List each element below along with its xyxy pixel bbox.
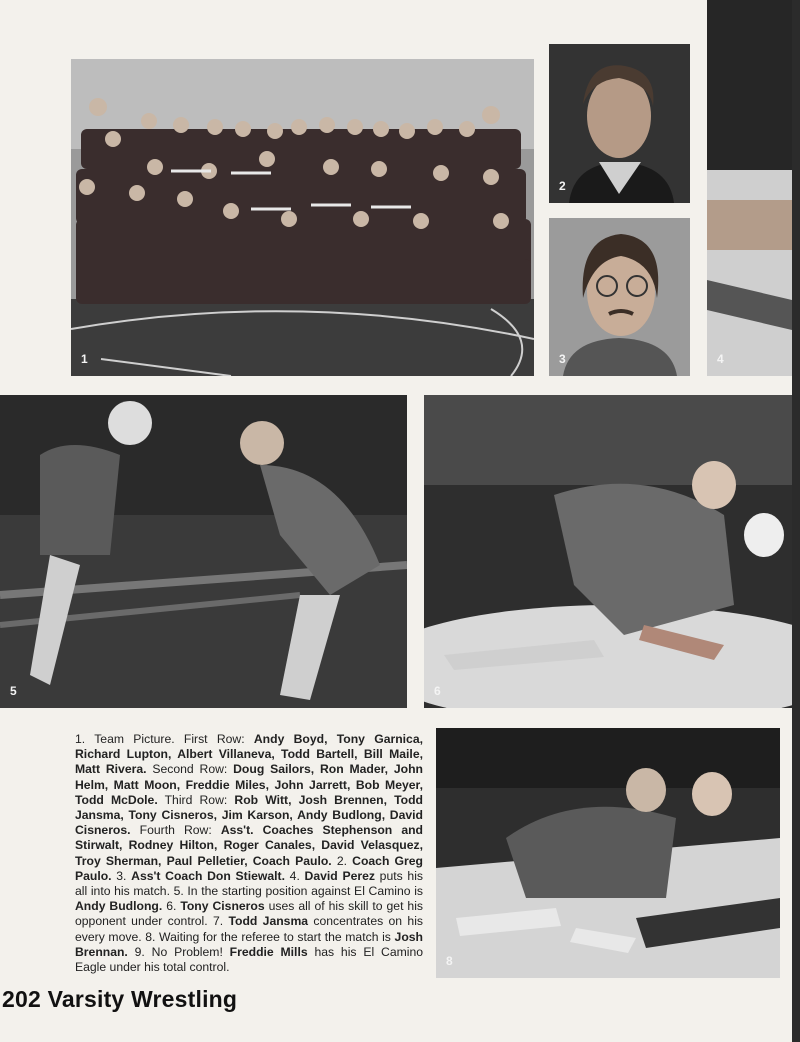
photo-number: 4 [717, 352, 724, 366]
assistant-coach-portrait-photo [549, 218, 690, 376]
caption-text-run: puts his all into his match. 5. In the starting position against El Camino is [75, 868, 423, 899]
wrestling-starting-position-image [0, 395, 407, 708]
photo-number: 8 [446, 954, 453, 968]
caption-text-run: 2. [331, 853, 353, 868]
team-photo [71, 59, 534, 376]
page-edge [792, 0, 800, 1042]
caption-text-run: 1. Team Picture. First Row: [75, 732, 254, 746]
caption-name-run: Andy Budlong. [75, 899, 163, 914]
caption-name-run: Tony Cisneros [180, 899, 265, 914]
wrestling-control-image [424, 395, 796, 708]
wrestling-referee-photo [436, 728, 780, 978]
caption-text-run: 3. [111, 868, 132, 883]
wrestling-starting-position-photo [0, 395, 407, 708]
caption-name-run: Freddie Mills [229, 944, 308, 959]
caption-text-run: 9. No Problem! [127, 944, 230, 959]
caption-text-run: 4. [284, 868, 305, 883]
wrestling-control-photo [424, 395, 796, 708]
photo-number: 2 [559, 179, 566, 193]
wrestling-action-photo-4 [707, 0, 792, 376]
caption-text-run: Second Row: [146, 762, 234, 777]
wrestling-referee-image [436, 728, 780, 978]
caption-name-run: Josh Brennan. [75, 929, 423, 959]
photo-caption [75, 732, 423, 975]
caption-text-run: 6. [162, 899, 181, 914]
photo-number: 5 [10, 684, 17, 698]
coach-portrait-image [549, 44, 690, 203]
caption-text-run: Third Row: [157, 792, 235, 807]
wrestling-action-image-4 [707, 0, 792, 376]
caption-name-run: Rob Witt, Josh Brennen, Todd Jansma, Tony Cisneros, Jim Karson, Andy Budlong, David Cisneros. [75, 792, 423, 838]
photo-number: 6 [434, 684, 441, 698]
section-title: Varsity Wrestling [47, 986, 238, 1012]
assistant-coach-portrait-image [549, 218, 690, 376]
caption-text-run: has his El Camino Eagle under his total control. [75, 944, 424, 975]
coach-portrait-photo [549, 44, 690, 203]
caption-name-run: Todd Jansma [228, 914, 309, 929]
caption-text-run: Fourth Row: [130, 823, 221, 838]
page-footer [2, 986, 237, 1013]
caption-text-run: uses all of his skill to get his opponent under control. 7. [75, 899, 424, 929]
page-number: 202 [2, 986, 41, 1012]
photo-number: 3 [559, 352, 566, 366]
caption-name-run: David Perez [304, 868, 375, 883]
caption-name-run: Andy Boyd, Tony Garnica, Richard Lupton, Albert Villaneva, Todd Bartell, Bill Maile, Matt Rivera. [75, 732, 423, 777]
caption-name-run: Ass't Coach Don Stiewalt. [131, 868, 285, 883]
photo-number: 1 [81, 352, 88, 366]
team-photo-image [71, 59, 534, 376]
caption-text-run: concentrates on his every move. 8. Waiting for the referee to start the match is [75, 914, 423, 944]
caption-name-run: Ass't. Coaches Stephenson and Stirwalt, Rodney Hilton, Roger Canales, David Velasquez, Troy Sherman, Paul Pelletier, Coach Paulo. [75, 823, 423, 868]
caption-name-run: Coach Greg Paulo. [75, 853, 423, 883]
caption-name-run: Doug Sailors, Ron Mader, John Helm, Matt Moon, Freddie Miles, John Jarrett, Bob Meyer, Todd McDole. [75, 762, 424, 807]
